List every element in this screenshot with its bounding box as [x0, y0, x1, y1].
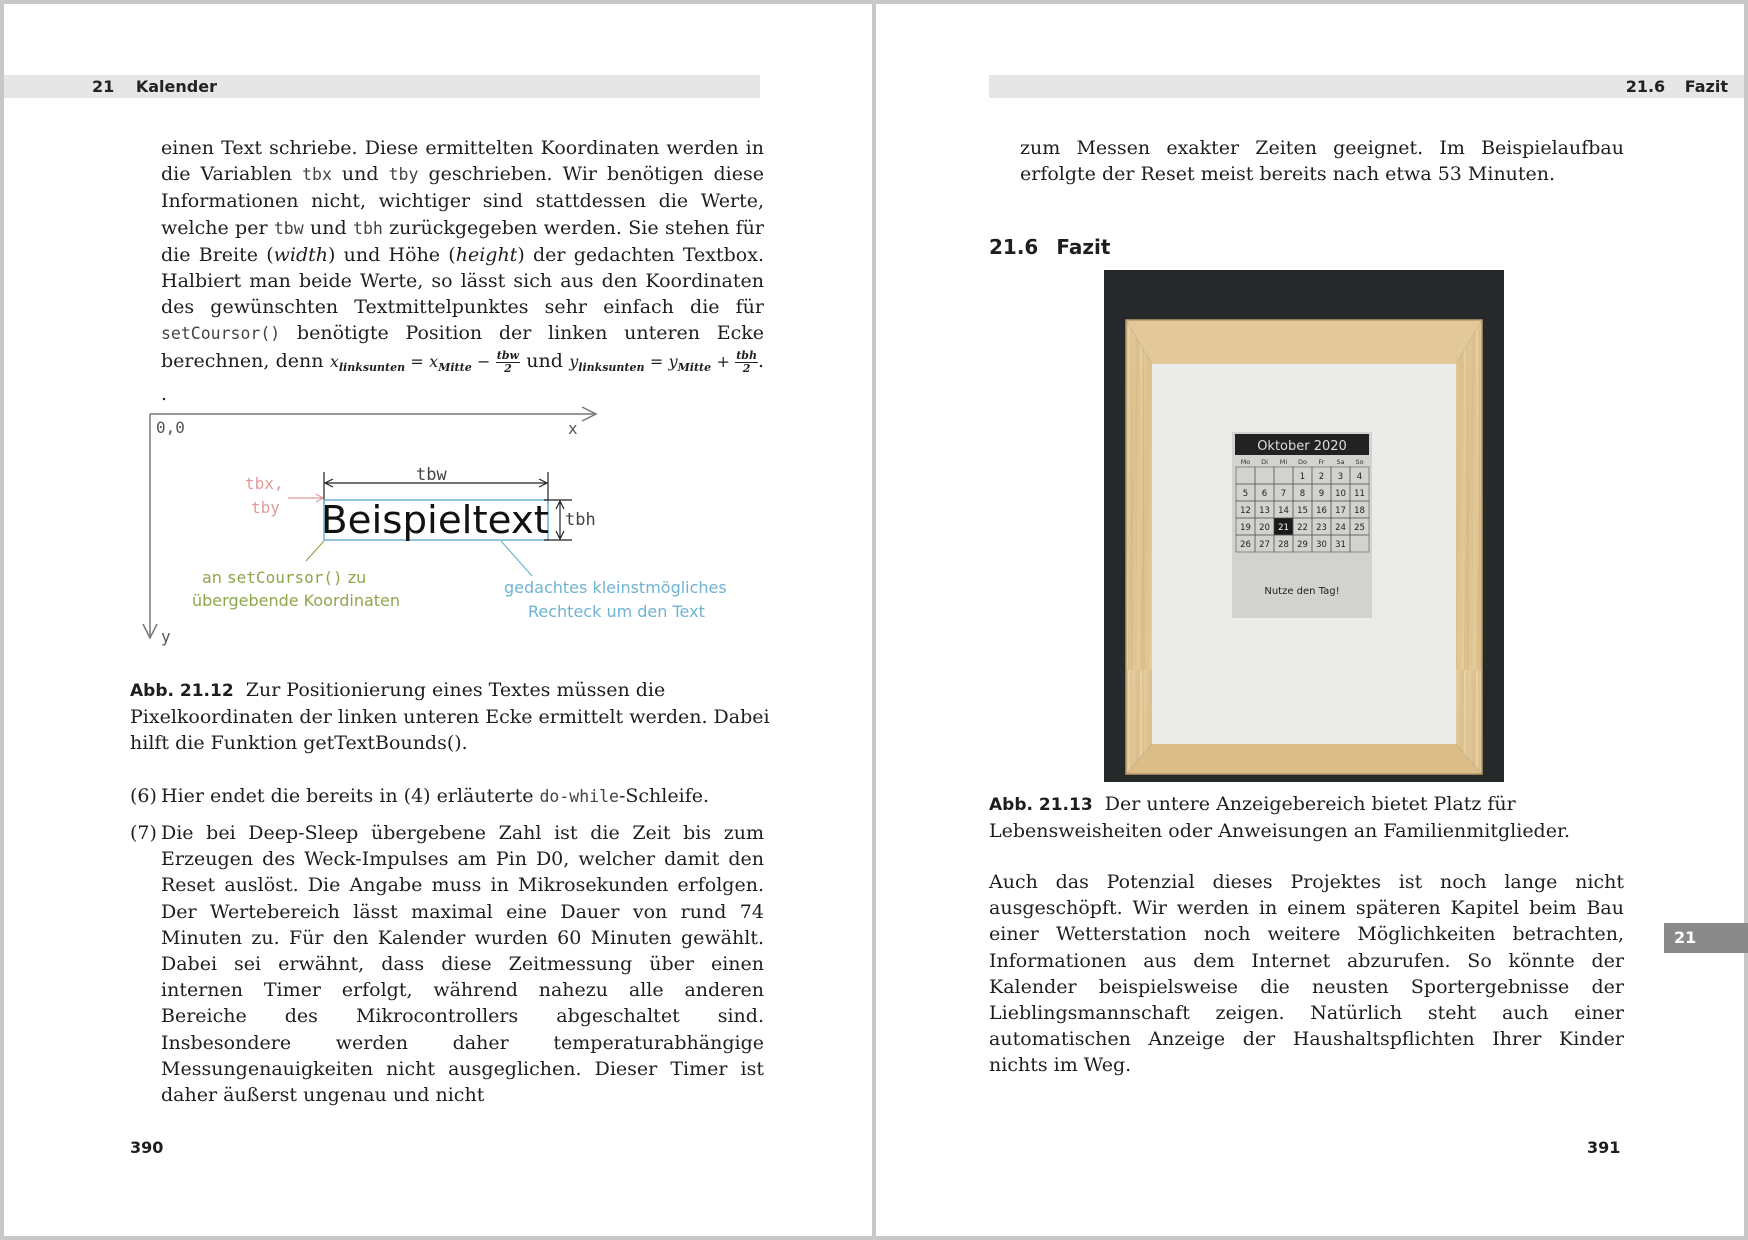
calendar-motto: Nutze den Tag!	[1264, 586, 1340, 597]
calendar-day: 24	[1335, 523, 1346, 533]
chapter-title: Kalender	[135, 77, 217, 96]
calendar-day: 27	[1259, 540, 1270, 550]
calendar-day: 5	[1242, 489, 1249, 499]
calendar-day: 8	[1299, 489, 1306, 499]
calendar-day: 31	[1335, 540, 1346, 550]
origin-label: 0,0	[156, 418, 185, 437]
blue-pointer	[501, 541, 532, 576]
calendar-day: 7	[1280, 489, 1287, 499]
page-number: 391	[1587, 1138, 1621, 1157]
section-heading: 21.6 Fazit	[989, 235, 1111, 259]
caption-text: Zur Positionierung eines Textes müssen die Pixelkoordinaten der linken unteren Ecke ermittelt werden. Dabei hilft die Funktion getTextBounds().	[130, 679, 770, 754]
figure-caption	[989, 791, 1629, 844]
blue-annotation-line1: gedachtes kleinstmögliches	[504, 578, 727, 597]
calendar-day: 11	[1354, 489, 1365, 499]
green-pointer	[306, 541, 324, 561]
calendar-weekday: So	[1355, 458, 1364, 466]
blue-annotation-line2: Rechteck um den Text	[528, 602, 705, 621]
body-paragraph: Auch das Potenzial dieses Projektes ist noch lange nicht ausgeschöpft. Wir werden in einem späteren Kapitel beim Bau einer Wetterstation noch weitere Möglichkeiten betrachten, Informationen aus dem Internet abzurufen. So könnte der Kalender beispielsweise die neusten Sportergebnisse der Lieblingsmannschaft zeigen. Natürlich steht auch einer automatischen Anzeige der Haushaltspflichten Ihrer Kinder nichts im Weg.	[989, 871, 1624, 1077]
calendar-day: 28	[1278, 540, 1289, 550]
x-axis-label: x	[568, 419, 578, 438]
frame-left	[1126, 320, 1152, 774]
text-bounds-diagram	[4, 4, 872, 704]
calendar-day: 17	[1335, 506, 1346, 516]
calendar-day: 15	[1297, 506, 1308, 516]
calendar-day: 25	[1354, 523, 1365, 533]
green-annotation-line2: übergebende Koordinaten	[192, 591, 401, 610]
left-page	[4, 4, 872, 1236]
figure-caption	[130, 677, 770, 756]
section-title: Fazit	[1684, 77, 1728, 96]
caption-text: Der untere Anzeigebereich bietet Platz für Lebensweisheiten oder Anweisungen an Familienmitglieder.	[989, 793, 1571, 842]
calendar-day: 9	[1318, 489, 1325, 499]
body-paragraph: einen Text schriebe. Diese ermittelten Koordinaten werden in die Variablen tbx und tby geschrieben. Wir benötigen diese Informationen nicht, wichtiger sind stattdessen die Werte, welche per tbw und tbh zurückgegeben werden. Sie stehen für die Breite (width) und Höhe (height) der gedachten Textbox. Halbiert man beide Werte, so lässt sich aus den Koordinaten des gewünschten Textmittelpunktes sehr einfach die für setCoursor() benötigte Position der linken unteren Ecke berechnen, denn $x_{linksunten} = x_{Mitte}$ − $\frac{\text{tbw}}{2}$ und $y_{linksunten} = y_{Mitte}$ + $\frac{\text{tbh}}{2}$ . .	[161, 137, 765, 406]
calendar-day: 13	[1259, 506, 1270, 516]
calendar-frame-photo	[1104, 270, 1504, 782]
running-header-right	[989, 75, 1744, 98]
green-annotation-line1: an setCoursor() zu	[202, 568, 367, 587]
calendar-day: 6	[1261, 489, 1268, 499]
calendar-weekday: Di	[1261, 458, 1268, 466]
list-text: Hier endet die bereits in (4) erläuterte do-while-Schleife.	[161, 785, 710, 807]
calendar-day: 18	[1354, 506, 1365, 516]
calendar-day-highlighted: 21	[1278, 523, 1289, 533]
calendar-weekday: Fr	[1318, 458, 1325, 466]
calendar-day: 22	[1297, 523, 1308, 533]
calendar-weekday: Mo	[1240, 458, 1251, 466]
calendar-day: 2	[1318, 472, 1325, 482]
calendar-day: 10	[1335, 489, 1346, 499]
formula-y: $y_{linksunten} = y_{Mitte}$ + $\frac{\text{tbh}}{2}$	[569, 348, 757, 375]
calendar-day: 23	[1316, 523, 1327, 533]
calendar-day: 12	[1240, 506, 1251, 516]
frame-right	[1456, 320, 1482, 774]
y-axis-label: y	[161, 627, 171, 646]
sample-text: Beispieltext	[321, 498, 549, 542]
page-number: 390	[130, 1138, 164, 1157]
tby-label: tby	[251, 498, 280, 517]
calendar-day: 3	[1337, 472, 1344, 482]
section-number: 21.6	[1625, 77, 1666, 96]
frame-bottom	[1126, 744, 1482, 774]
calendar-day: 20	[1259, 523, 1270, 533]
caption-label: Abb. 21.12	[130, 681, 234, 701]
list-number: (6)	[130, 785, 157, 807]
frame-top	[1126, 320, 1482, 364]
list-item-6	[130, 783, 764, 813]
caption-label: Abb. 21.13	[989, 795, 1093, 815]
calendar-day: 26	[1240, 540, 1251, 550]
chapter-thumb-tab: 21	[1664, 923, 1748, 953]
tbw-label: tbw	[416, 465, 447, 485]
calendar-day: 19	[1240, 523, 1251, 533]
tbh-label: tbh	[565, 510, 596, 530]
calendar-weekday: Sa	[1336, 458, 1345, 466]
calendar-day: 14	[1278, 506, 1289, 516]
calendar-month: Oktober 2020	[1257, 439, 1347, 454]
calendar-day: 4	[1356, 472, 1363, 482]
formula-x: $x_{linksunten} = x_{Mitte}$ − $\frac{\text{tbw}}{2}$	[329, 348, 520, 375]
calendar-weekday: Do	[1298, 458, 1307, 466]
tbx-label: tbx,	[245, 474, 284, 493]
calendar-day: 16	[1316, 506, 1327, 516]
list-number: (7)	[130, 822, 157, 844]
calendar-day: 29	[1297, 540, 1308, 550]
calendar-weekday: Mi	[1279, 458, 1288, 466]
body-paragraph-continued: zum Messen exakter Zeiten geeignet. Im Beispielaufbau erfolgte der Reset meist bereits nach etwa 53 Minuten.	[1020, 137, 1624, 186]
chapter-number: 21	[92, 77, 115, 96]
calendar-day: 1	[1299, 472, 1306, 482]
list-item-7	[130, 820, 764, 1107]
list-text: Die bei Deep-Sleep übergebene Zahl ist die Zeit bis zum Erzeugen des Weck-Impulses am Pin D0, welcher damit den Reset auslöst. Die Angabe muss in Mikrosekunden erfolgen. Der Wertebereich lässt maximal eine Dauer von rund 74 Minuten zu. Für den Kalender wurden 60 Minuten gewählt. Dabei sei erwähnt, dass diese Zeitmessung über einen internen Timer erfolgt, während nahezu alle anderen Bereiche des Mikrocontrollers abgeschaltet sind. Insbesondere werden daher temperaturabhängige Messungenauigkeiten nicht ausgeglichen. Dieser Timer ist daher äußerst ungenau und nicht	[161, 822, 764, 1107]
calendar-day: 30	[1316, 540, 1327, 550]
